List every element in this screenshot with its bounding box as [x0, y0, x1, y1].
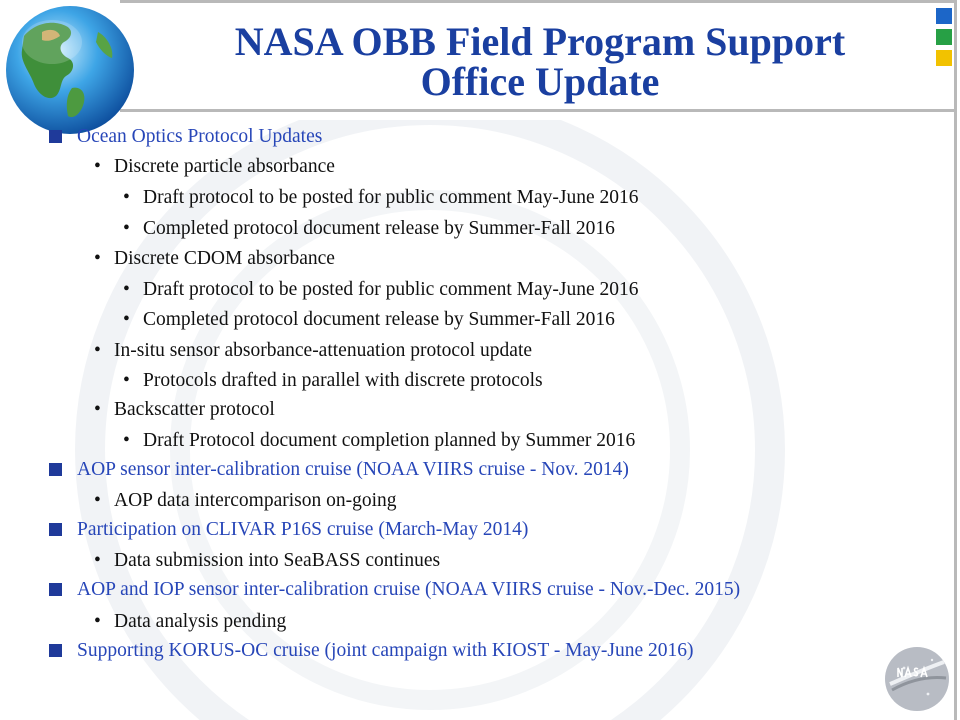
- square-bullet: [49, 644, 62, 657]
- header-divider: [120, 109, 956, 112]
- list-item: • Completed protocol document release by Summer-Fall 2016: [123, 309, 615, 330]
- list-item: Participation on CLIVAR P16S cruise (March-May 2014): [77, 518, 528, 542]
- list-item: • Discrete CDOM absorbance: [94, 248, 335, 269]
- right-border: [954, 0, 957, 720]
- square-bullet: [49, 583, 62, 596]
- list-item: • Data submission into SeaBASS continues: [94, 550, 441, 571]
- list-item: AOP and IOP sensor inter-calibration cruise (NOAA VIIRS cruise - Nov.-Dec. 2015): [77, 578, 740, 602]
- list-item: • In-situ sensor absorbance-attenuation protocol update: [94, 340, 533, 361]
- square-bullet: [49, 130, 62, 143]
- list-item: Supporting KORUS-OC cruise (joint campaign with KIOST - May-June 2016): [77, 639, 694, 663]
- color-squares: [936, 8, 952, 71]
- list-item: Ocean Optics Protocol Updates: [77, 125, 322, 149]
- square-bullet: [49, 523, 62, 536]
- list-item: • AOP data intercomparison on-going: [94, 490, 397, 511]
- title-line-1: NASA OBB Field Program Support: [234, 19, 846, 64]
- list-item: • Protocols drafted in parallel with discrete protocols: [123, 370, 543, 391]
- list-item: • Backscatter protocol: [94, 399, 275, 420]
- earth-globe-icon: [2, 2, 138, 138]
- blue-square: [936, 8, 952, 24]
- slide-title: [170, 19, 910, 104]
- green-square: [936, 29, 952, 45]
- list-item: • Data analysis pending: [94, 611, 287, 632]
- top-border: [120, 0, 956, 3]
- title-line-2: Office Update: [420, 59, 660, 104]
- list-item: • Draft Protocol document completion planned by Summer 2016: [123, 430, 636, 451]
- list-item: AOP sensor inter-calibration cruise (NOAA VIIRS cruise - Nov. 2014): [77, 458, 629, 482]
- list-item: • Completed protocol document release by Summer-Fall 2016: [123, 218, 615, 239]
- list-item: • Discrete particle absorbance: [94, 156, 335, 177]
- square-bullet: [49, 463, 62, 476]
- nasa-meatball-logo: [882, 644, 952, 714]
- list-item: • Draft protocol to be posted for public comment May-June 2016: [123, 279, 639, 300]
- list-item: • Draft protocol to be posted for public comment May-June 2016: [123, 187, 639, 208]
- yellow-square: [936, 50, 952, 66]
